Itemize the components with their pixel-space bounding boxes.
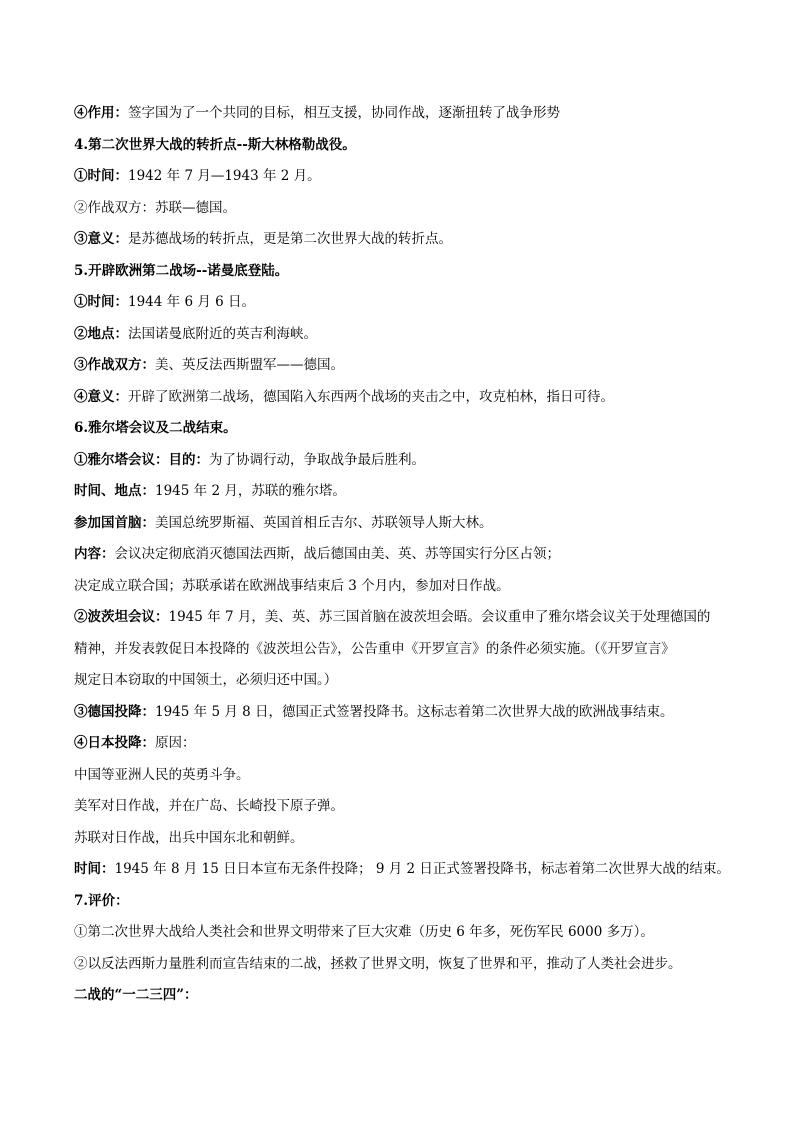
text-run: 1945 年 7 月，美、英、苏三国首脑在波茨坦会晤。会议重申了雅尔塔会议关于处理德国的 [168, 609, 711, 625]
text-run: ②以反法西斯力量胜利而宣告结束的二战，拯救了世界文明，恢复了世界和平，推动了人类社会进步。 [74, 955, 682, 972]
text-run: 为了协调行动，争取战争最后胜利。 [209, 451, 425, 468]
bold-text: 参加国首脑： [74, 514, 155, 531]
text-run: 是苏德战场的转折点，更是第二次世界大战的转折点。 [128, 231, 452, 247]
text-run: 美国总统罗斯福、英国首相丘吉尔、苏联领导人斯大林。 [155, 514, 493, 531]
text-run: 1945 年 2 月，苏联的雅尔塔。 [155, 483, 346, 499]
text-line [74, 419, 237, 437]
text-line [74, 955, 682, 973]
bold-text: ③作战双方： [74, 357, 155, 373]
text-run: 1945 年 5 月 8 日，德国正式签署投降书。这标志着第二次世界大战的欧洲战事结束。 [155, 703, 674, 720]
text-run: 开辟了欧洲第二战场，德国陷入东西两个战场的夹击之中，攻克柏林，指日可待。 [128, 388, 614, 405]
text-line [74, 608, 710, 626]
bold-text: 7.评价： [74, 892, 129, 909]
bold-text: ②波茨坦会议： [74, 609, 169, 625]
text-line [74, 797, 344, 815]
text-line [74, 986, 198, 1004]
bold-text: ①雅尔塔会议：目的： [74, 451, 209, 468]
text-run: 决定成立联合国；苏联承诺在欧洲战事结束后 3 个月内，参加对日作战。 [74, 577, 510, 594]
text-line [74, 104, 560, 122]
bold-text: 5.开辟欧洲第二战场--诺曼底登陆。 [74, 262, 289, 279]
text-line [74, 514, 493, 532]
bold-text: ④日本投降： [74, 735, 155, 751]
bold-text: ②地点： [74, 325, 128, 342]
text-line [74, 703, 674, 721]
bold-text: 内容： [74, 546, 115, 562]
text-run: 中国等亚洲人民的英勇斗争。 [74, 766, 250, 783]
bold-text: 6.雅尔塔会议及二战结束。 [74, 420, 237, 436]
bold-text: ④作用： [74, 105, 128, 121]
bold-text: ①时间： [74, 168, 128, 184]
text-run: 美军对日作战，并在广岛、长崎投下原子弹。 [74, 798, 344, 814]
text-line [74, 545, 560, 563]
text-run: ②作战双方：苏联—德国。 [74, 199, 236, 216]
text-run: 规定日本窃取的中国领土，必须归还中国。） [74, 672, 338, 688]
text-run: 精神，并发表敦促日本投降的《波茨坦公告》，公告重申《开罗宣言》的条件必须实施。（《开罗宣言》 [74, 640, 675, 657]
text-run: 原因： [155, 735, 196, 751]
text-line [74, 388, 614, 406]
text-run: 1945 年 8 月 15 日日本宣布无条件投降； 9 月 2 日正式签署投降书，标志着第二次世界大战的结束。 [114, 861, 730, 877]
text-line [74, 734, 196, 752]
bold-text: 二战的“一二三四”： [74, 987, 198, 1003]
text-line [74, 136, 356, 154]
text-line [74, 577, 510, 595]
text-line [74, 230, 452, 248]
text-line [74, 860, 730, 878]
bold-text: ④意义： [74, 388, 128, 405]
text-run: 签字国为了一个共同的目标，相互支援，协同作战，逐渐扭转了战争形势 [128, 105, 560, 121]
bold-text: 时间： [74, 861, 115, 877]
bold-text: 时间、地点： [74, 483, 155, 499]
text-line [74, 671, 337, 689]
bold-text: ③意义： [74, 231, 128, 247]
text-run: 苏联对日作战，出兵中国东北和朝鲜。 [74, 829, 304, 846]
text-line [74, 892, 129, 910]
text-line [74, 199, 236, 217]
text-run: 1942 年 7 月—1943 年 2 月。 [128, 168, 321, 184]
text-run: 法国诺曼底附近的英吉利海峡。 [128, 325, 317, 342]
text-line [74, 262, 288, 280]
text-line [74, 640, 675, 658]
text-line [74, 356, 344, 374]
text-run: ①第二次世界大战给人类社会和世界文明带来了巨大灾难（历史 6 年多，死伤军民 6000 多万）。 [74, 924, 654, 940]
text-line [74, 482, 346, 500]
text-line [74, 325, 317, 343]
bold-text: ①时间： [74, 294, 128, 310]
text-run: 会议决定彻底消灭德国法西斯，战后德国由美、英、苏等国实行分区占领； [114, 546, 560, 562]
bold-text: 4.第二次世界大战的转折点--斯大林格勒战役。 [74, 136, 356, 153]
text-run: 美、英反法西斯盟军——德国。 [155, 357, 344, 373]
text-line [74, 293, 255, 311]
text-line [74, 923, 654, 941]
text-line [74, 766, 250, 784]
text-line [74, 829, 304, 847]
text-line [74, 167, 321, 185]
text-run: 1944 年 6 月 6 日。 [128, 294, 255, 310]
bold-text: ③德国投降： [74, 703, 155, 720]
text-line [74, 451, 425, 469]
